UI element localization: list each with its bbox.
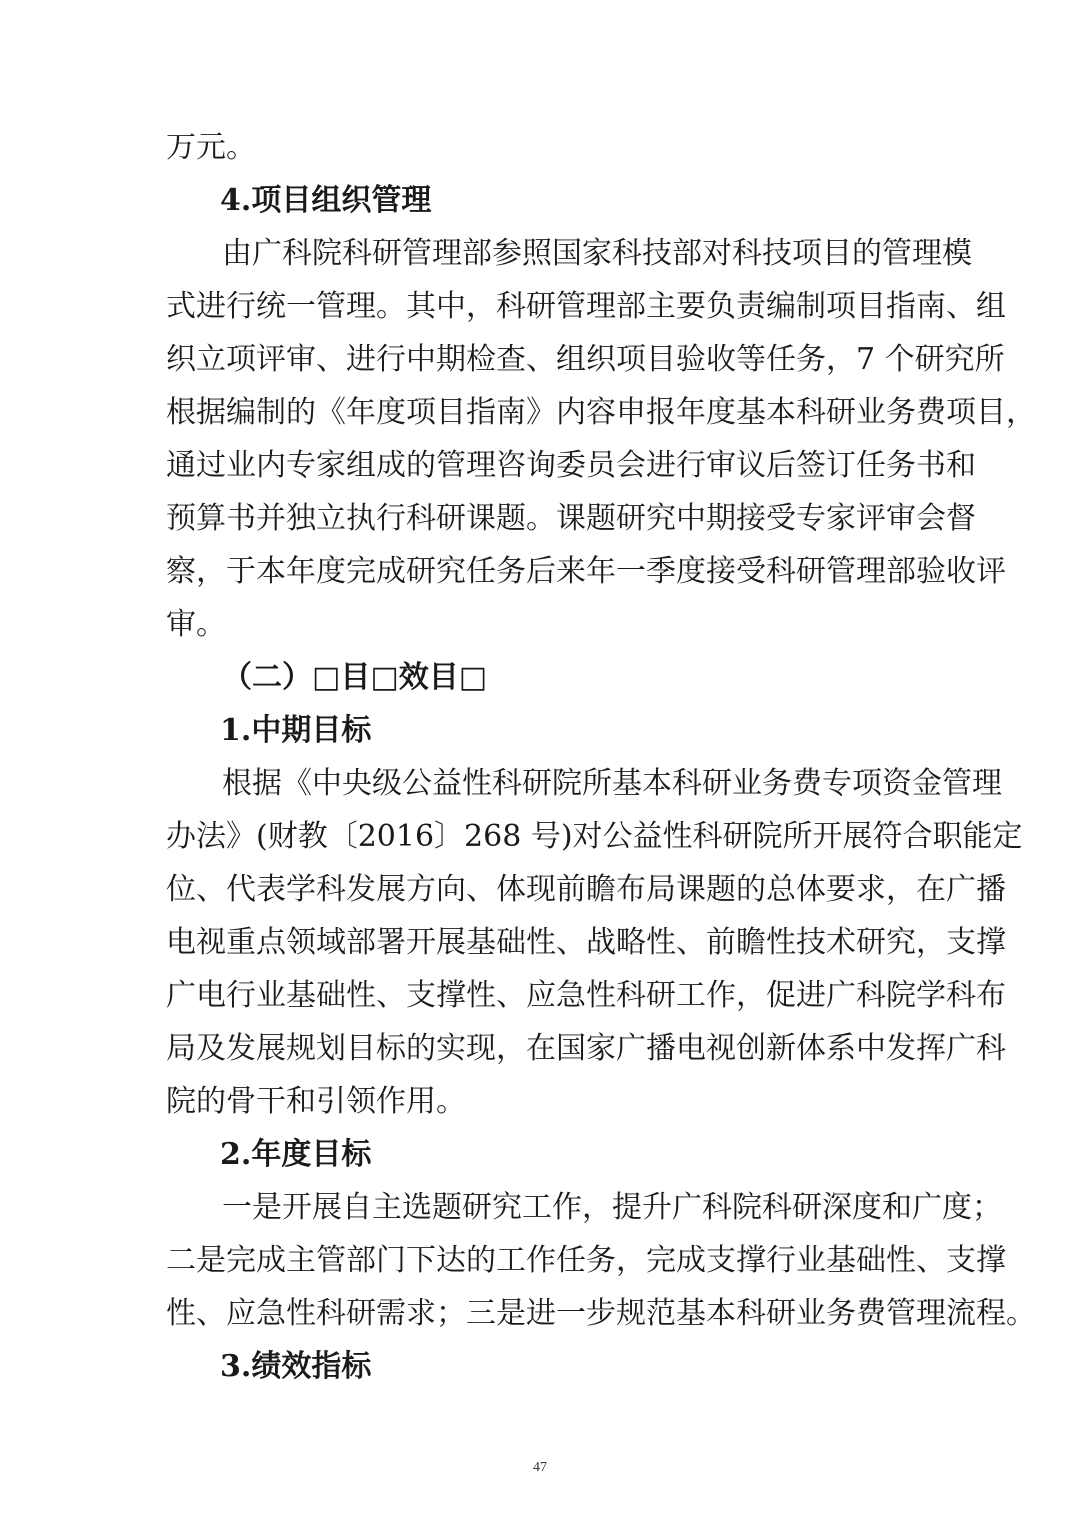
paragraph-line: 织立项评审、进行中期检查、组织项目验收等任务，7 个研究所 xyxy=(166,342,1005,377)
paragraph-line: 二是完成主管部门下达的工作任务，完成支撑行业基础性、支撑 xyxy=(166,1243,1006,1278)
paragraph-line: 察，于本年度完成研究任务后来年一季度接受科研管理部验收评 xyxy=(166,554,1006,589)
paragraph-line: 电视重点领域部署开展基础性、战略性、前瞻性技术研究，支撑 xyxy=(166,925,1006,960)
paragraph-line: 式进行统一管理。其中，科研管理部主要负责编制项目指南、组 xyxy=(166,289,1006,324)
paragraph-line: 由广科院科研管理部参照国家科技部对科技项目的管理模 xyxy=(222,236,972,271)
paragraph-line: 办法》(财教〔2016〕268 号)对公益性科研院所开展符合职能定 xyxy=(166,819,1023,854)
paragraph-line: 性、应急性科研需求；三是进一步规范基本科研业务费管理流程。 xyxy=(166,1296,1036,1331)
paragraph-line: 一是开展自主选题研究工作，提升广科院科研深度和广度； xyxy=(222,1190,1002,1225)
section-heading-project-management: 4.项目组织管理 xyxy=(220,183,432,218)
section-heading-annual-goal: 2.年度目标 xyxy=(220,1137,372,1172)
section-heading-performance-indicators: 3.绩效指标 xyxy=(220,1349,372,1384)
paragraph-line: 位、代表学科发展方向、体现前瞻布局课题的总体要求，在广播 xyxy=(166,872,1006,907)
paragraph-line: 根据编制的《年度项目指南》内容申报年度基本科研业务费项目， xyxy=(166,395,1036,430)
page-number: 47 xyxy=(533,1460,547,1475)
paragraph-line: 广电行业基础性、支撑性、应急性科研工作，促进广科院学科布 xyxy=(166,978,1006,1013)
paragraph-line: 根据《中央级公益性科研院所基本科研业务费专项资金管理 xyxy=(222,766,1002,801)
paragraph-line: 万元。 xyxy=(166,130,256,165)
section-heading-midterm-goal: 1.中期目标 xyxy=(220,713,372,748)
paragraph-line: 院的骨干和引领作用。 xyxy=(166,1084,466,1119)
paragraph-line: 审。 xyxy=(166,607,226,642)
paragraph-line: 通过业内专家组成的管理咨询委员会进行审议后签订任务书和 xyxy=(166,448,976,483)
paragraph-line: 预算书并独立执行科研课题。课题研究中期接受专家评审会督 xyxy=(166,501,976,536)
section-heading-performance-goals: （二）□目□效目□ xyxy=(222,660,488,695)
paragraph-line: 局及发展规划目标的实现，在国家广播电视创新体系中发挥广科 xyxy=(166,1031,1006,1066)
